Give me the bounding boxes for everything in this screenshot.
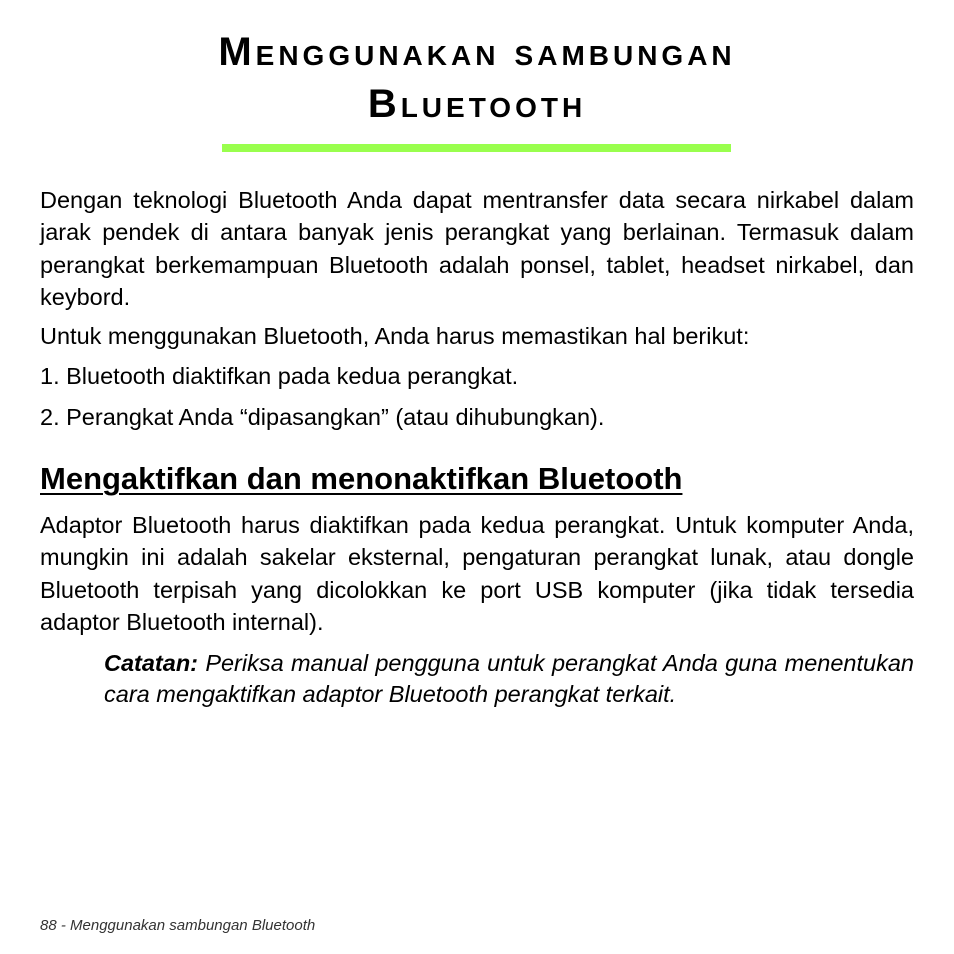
- requirements-intro: Untuk menggunakan Bluetooth, Anda harus memastikan hal berikut:: [40, 323, 750, 350]
- note-label: Catatan:: [104, 650, 199, 677]
- list-item: 1. Bluetooth diaktifkan pada kedua perangkat.: [40, 363, 519, 390]
- list-item: 2. Perangkat Anda “dipasangkan” (atau dihubungkan).: [40, 403, 605, 430]
- note-text: Periksa manual pengguna untuk perangkat Anda guna menentukan cara mengaktifkan adaptor Bluetooth perangkat terkait.: [104, 650, 914, 708]
- page-footer: 88 - Menggunakan sambungan Bluetooth: [40, 917, 316, 934]
- title-underline-rule: [222, 144, 731, 152]
- intro-paragraph: Dengan teknologi Bluetooth Anda dapat mentransfer data secara nirkabel dalam jarak pendek di antara banyak jenis perangkat yang berlainan. Termasuk dalam perangkat berkemampuan Bluetooth adalah ponsel, tablet, headset nirkabel, dan keybord.: [40, 187, 914, 310]
- page-title-line-1: Menggunakan sambungan: [218, 30, 736, 74]
- note: [104, 648, 914, 710]
- page-title: [0, 26, 954, 130]
- document-body: [40, 184, 914, 710]
- page-title-line-2: Bluetooth: [367, 82, 587, 126]
- section-paragraph: Adaptor Bluetooth harus diaktifkan pada kedua perangkat. Untuk komputer Anda, mungkin ini adalah sakelar eksternal, pengaturan perangkat lunak, atau dongle Bluetooth terpisah yang dicolokkan ke port USB komputer (jika tidak tersedia adaptor Bluetooth internal).: [40, 512, 914, 635]
- section-heading: Mengaktifkan dan menonaktifkan Bluetooth: [40, 461, 683, 497]
